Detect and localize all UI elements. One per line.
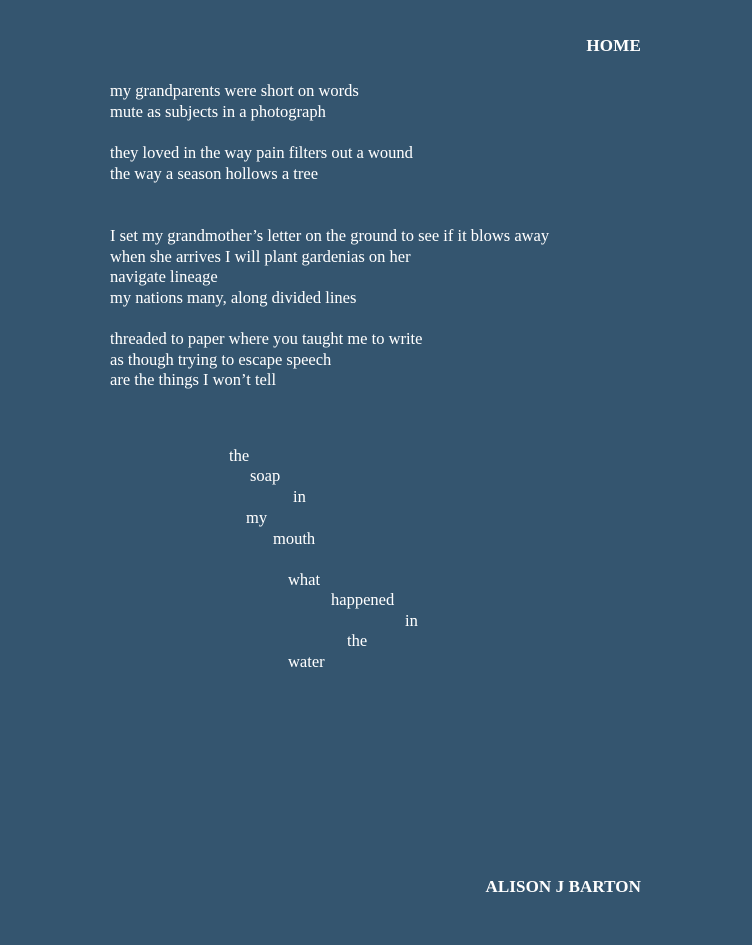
poem-line: threaded to paper where you taught me to write [110,329,423,348]
cascade-word: the [229,446,250,465]
poem-line: my grandparents were short on words [110,81,359,100]
poem-line: the way a season hollows a tree [110,163,319,183]
cascade-word: in [405,611,418,630]
poem-line: are the things I won’t tell [110,370,277,390]
poem-line: my nations many, along divided lines [110,288,357,308]
cascade-word: in [293,487,306,506]
cascade-word: the [347,631,368,650]
poem-line: they loved in the way pain filters out a wound [110,143,413,162]
cascade-word: happened [331,590,395,609]
author-name: ALISON J BARTON [485,877,641,896]
cascade-word: water [288,652,325,671]
poem-line: as though trying to escape speech [110,349,332,369]
poem-line: mute as subjects in a photograph [110,101,326,121]
poem-title: HOME [586,36,641,55]
poem-line: I set my grandmother’s letter on the ground to see if it blows away [110,226,550,245]
cascade-word: my [246,508,268,527]
cascade-word: what [288,570,321,589]
poem-line: when she arrives I will plant gardenias on her [110,246,411,266]
stanza-3 [110,226,549,309]
stanza-2 [110,143,413,184]
poem-line: navigate lineage [110,267,218,287]
cascade-word: soap [250,466,281,485]
cascade-word: mouth [273,529,316,548]
stanza-1 [110,81,359,122]
stanza-4 [110,329,422,391]
